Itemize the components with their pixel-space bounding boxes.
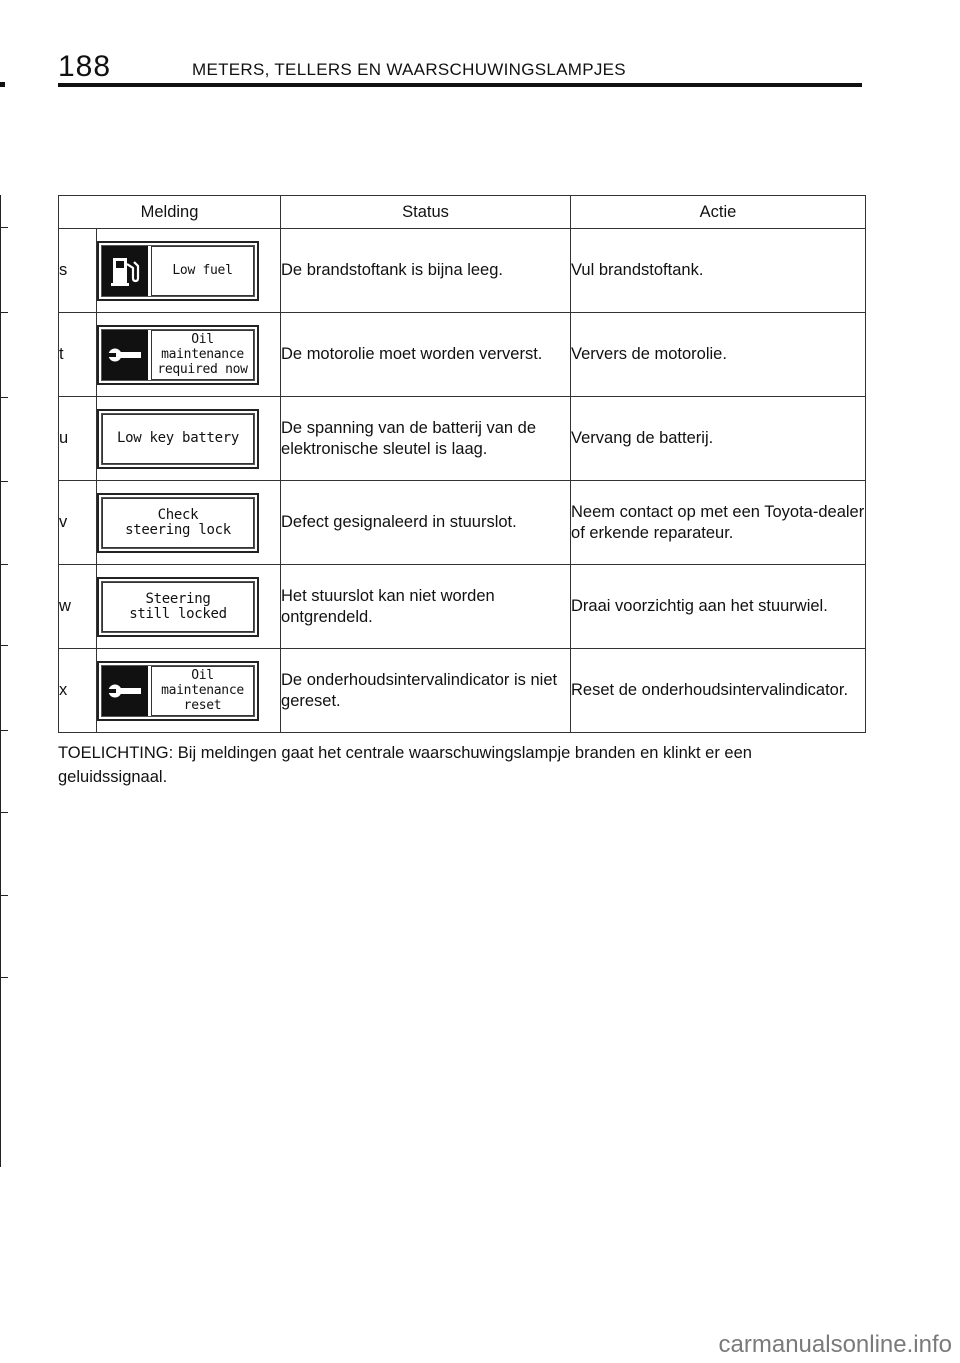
row-action: Draai voorzichtig aan het stuurwiel. [571, 565, 866, 649]
margin-tick [0, 227, 8, 228]
row-letter: t [59, 313, 97, 397]
table-row [59, 229, 866, 313]
wrench-icon [102, 330, 148, 380]
message-table [58, 195, 866, 733]
row-letter: v [59, 481, 97, 565]
display-line: maintenance [161, 683, 244, 698]
table-row [59, 565, 866, 649]
display-text [102, 498, 254, 548]
margin-tick [0, 730, 8, 731]
row-action: Reset de onderhoudsintervalindicator. [571, 649, 866, 733]
display-line: still locked [129, 605, 227, 622]
header-rule [58, 83, 862, 87]
header-melding: Melding [59, 196, 281, 229]
row-letter: s [59, 229, 97, 313]
row-status: Defect gesignaleerd in stuurslot. [281, 481, 571, 565]
display-text [102, 582, 254, 632]
margin-rule [0, 195, 4, 1167]
row-letter: x [59, 649, 97, 733]
margin-tick [0, 645, 8, 646]
display-line: Oil [191, 332, 214, 347]
display-line: maintenance [161, 347, 244, 362]
row-status: De motorolie moet worden ververst. [281, 313, 571, 397]
fuel-pump-icon [102, 246, 148, 296]
display-line: reset [183, 698, 222, 713]
explanation-note: TOELICHTING: Bij meldingen gaat het centrale waarschuwingslampje branden en klinkt er een geluidssignaal. [58, 744, 752, 786]
display-check-steering-lock [97, 493, 259, 553]
row-action: Ververs de motorolie. [571, 313, 866, 397]
margin-tick [0, 397, 8, 398]
display-oil-maintenance-reset [97, 661, 259, 721]
row-letter: w [59, 565, 97, 649]
display-line: Low fuel [172, 263, 233, 278]
display-line: steering lock [125, 521, 231, 538]
margin-tick [0, 564, 8, 565]
display-low-fuel [97, 241, 259, 301]
row-action: Vervang de batterij. [571, 397, 866, 481]
display-text [151, 330, 254, 380]
margin-tick [0, 895, 8, 896]
display-line: Check [157, 506, 199, 523]
display-text [102, 414, 254, 464]
margin-tick [0, 312, 8, 313]
row-letter: u [59, 397, 97, 481]
display-line: Oil [191, 668, 214, 683]
header-status: Status [281, 196, 571, 229]
margin-tick [0, 977, 8, 978]
watermark: carmanualsonline.info [718, 1331, 952, 1358]
display-text [151, 666, 254, 716]
display-oil-maintenance-required [97, 325, 259, 385]
table-row [59, 397, 866, 481]
margin-tick [0, 481, 8, 482]
row-status: Het stuurslot kan niet worden ontgrendeld. [281, 565, 571, 649]
row-action: Vul brandstoftank. [571, 229, 866, 313]
row-status: De spanning van de batterij van de elektronische sleutel is laag. [281, 397, 571, 481]
row-status: De brandstoftank is bijna leeg. [281, 229, 571, 313]
page-number: 188 [58, 50, 112, 83]
margin-tick [0, 812, 8, 813]
header-actie: Actie [571, 196, 866, 229]
display-line: Low key battery [117, 430, 239, 446]
table-row [59, 649, 866, 733]
section-title: METERS, TELLERS EN WAARSCHUWINGSLAMPJES [192, 60, 626, 79]
display-line: required now [157, 362, 248, 377]
display-text [151, 246, 254, 296]
row-action: Neem contact op met een Toyota-dealer of erkende reparateur. [571, 481, 866, 565]
table-header-row [59, 196, 866, 229]
table-row [59, 481, 866, 565]
display-steering-still-locked [97, 577, 259, 637]
display-low-key-battery [97, 409, 259, 469]
table-row [59, 313, 866, 397]
row-status: De onderhoudsintervalindicator is niet gereset. [281, 649, 571, 733]
margin-mark [0, 82, 5, 87]
wrench-icon [102, 666, 148, 716]
display-line: Steering [145, 590, 211, 607]
